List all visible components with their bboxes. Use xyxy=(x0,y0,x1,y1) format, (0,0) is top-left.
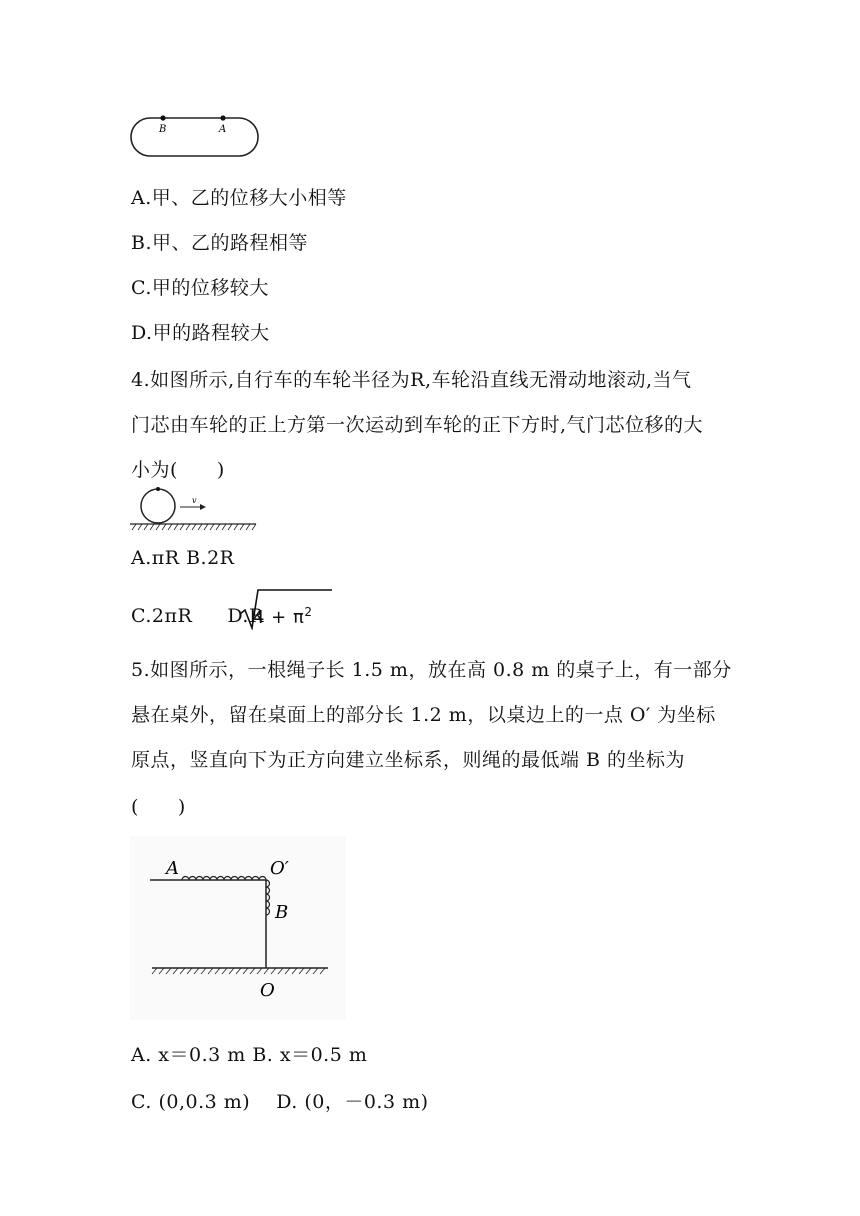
q5-stem-line2: 悬在桌外，留在桌面上的部分长 1.2 m，以桌边上的一点 O′ 为坐标 xyxy=(131,704,716,726)
wheel-figure xyxy=(128,484,260,534)
track-figure xyxy=(128,112,263,162)
velocity-label: v xyxy=(192,496,197,505)
q5-option-cd: C. (0,0.3 m) D. (0，－0.3 m) xyxy=(131,1091,429,1113)
q5-stem-line4: ( ) xyxy=(131,796,186,818)
q4-option-d-prefix: D.R xyxy=(227,605,264,627)
q4-option-c: C.2πR xyxy=(131,605,193,627)
q3-option-c: C.甲的位移较大 xyxy=(131,277,269,299)
q4-stem-line2: 门芯由车轮的正上方第一次运动到车轮的正下方时,气门芯位移的大 xyxy=(131,414,704,436)
q4-stem-line1: 4.如图所示,自行车的车轮半径为R,车轮沿直线无滑动地滚动,当气 xyxy=(131,369,692,391)
label-o: O xyxy=(260,980,275,1001)
label-o-prime: O′ xyxy=(270,858,289,879)
q5-option-ab: A. x＝0.3 m B. x＝0.5 m xyxy=(131,1044,368,1066)
label-b: B xyxy=(159,124,167,135)
q3-option-b: B.甲、乙的路程相等 xyxy=(131,232,309,254)
point-b xyxy=(160,115,165,120)
q5-stem-line3: 原点，竖直向下为正方向建立坐标系，则绳的最低端 B 的坐标为 xyxy=(131,749,686,771)
q3-option-d: D.甲的路程较大 xyxy=(131,322,270,344)
q5-stem-line1: 5.如图所示，一根绳子长 1.5 m，放在高 0.8 m 的桌子上，有一部分 xyxy=(131,659,732,681)
label-a: A xyxy=(166,858,179,879)
wheel xyxy=(141,489,175,523)
q4-option-d-radicand: $4 + \pi^2$ xyxy=(253,605,313,628)
label-b: B xyxy=(275,902,289,923)
point-a xyxy=(220,115,225,120)
q4-stem-line3: 小为( ) xyxy=(131,459,225,481)
q3-option-a: A.甲、乙的位移大小相等 xyxy=(131,187,347,209)
q4-option-d-exponent: 2 xyxy=(304,605,313,619)
label-a: A xyxy=(219,124,227,135)
rope-table-figure xyxy=(130,836,346,1020)
valve-point xyxy=(156,487,160,491)
q4-option-ab: A.πR B.2R xyxy=(131,547,235,569)
